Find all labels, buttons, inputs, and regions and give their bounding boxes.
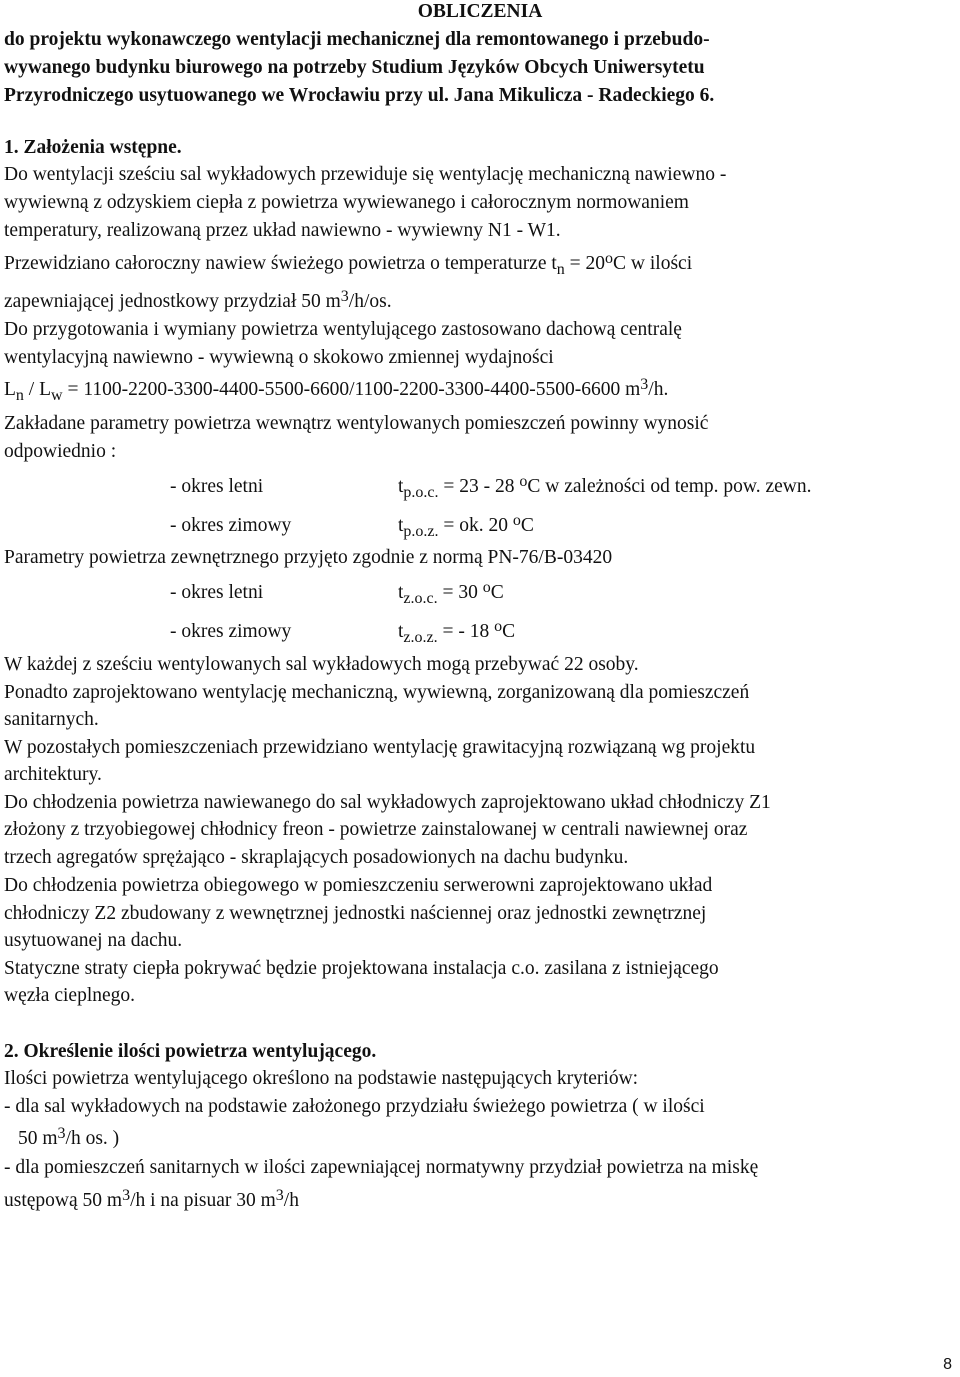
p2-line-1: Przewidziano całoroczny nawiew świeżego powietrza o temperaturze $t_n = 20^oC$ w ilości [4,250,693,278]
interior-summer-row: - okres letni $t_{p.o.c.} = 23 - 28$ $^o$C w zależności od temp. pow. zewn. [170,473,812,501]
p4-line-2: odpowiednio : [4,441,117,462]
p12-line: Ilości powietrza wentylującego określono na podstawie następujących kryteriów: [4,1068,639,1089]
criterion-2-line-2: ustępową 50 $m^3/h$ i na pisuar 30 $m^3/h$ [4,1187,299,1211]
p7-line-1: Ponadto zaprojektowano wentylację mechaniczną, wywiewną, zorganizowaną dla pomieszczeń [4,682,750,703]
section-2-heading: 2. Określenie ilości powietrza wentylującego. [4,1041,377,1062]
p8-line-2: architektury. [4,764,102,785]
doc-title: OBLICZENIA [417,1,543,22]
p10-line-2: chłodniczy Z2 zbudowany z wewnętrznej jednostki naściennej oraz jednostki zewnętrznej [4,903,707,924]
page-number: 8 [943,1356,952,1373]
p10-line-1: Do chłodzenia powietrza obiegowego w pomieszczeniu serwerowni zaprojektowano układ [4,875,713,896]
p5-line: Parametry powietrza zewnętrznego przyjęto zgodnie z normą PN-76/B-03420 [4,547,613,568]
exterior-winter-row: - okres zimowy $t_{z.o.z.}$ = - 18 $^o$C [170,618,516,646]
exterior-summer-row: - okres letni $t_{z.o.c.} = 30$ $^o$C [170,579,504,607]
subtitle-line-2: wywanego budynku biurowego na potrzeby Studium Języków Obcych Uniwersytetu [4,57,705,78]
p1-line-2: wywiewną z odzyskiem ciepła z powietrza wywiewanego i całorocznym normowaniem [4,192,689,213]
criterion-1-line-1: - dla sal wykładowych na podstawie założonego przydziału świeżego powietrza ( w ilości [4,1096,705,1117]
subtitle-line-1: do projektu wykonawczego wentylacji mechanicznej dla remontowanego i przebudo- [4,29,710,50]
p1-line-3: temperatury, realizowaną przez układ nawiewno - wywiewny N1 - W1. [4,220,561,241]
p6-line: W każdej z sześciu wentylowanych sal wykładowych mogą przebywać 22 osoby. [4,654,639,675]
p7-line-2: sanitarnych. [4,709,99,730]
p3-line-1: Do przygotowania i wymiany powietrza wentylującego zastosowano dachową centralę [4,319,682,340]
p1-line-1: Do wentylacji sześciu sal wykładowych przewiduje się wentylację mechaniczną nawiewno - [4,164,727,185]
p11-line-1: Statyczne straty ciepła pokrywać będzie projektowana instalacja c.o. zasilana z istniejącego [4,958,719,979]
p9-line-2: złożony z trzyobiegowej chłodnicy freon - powietrze zainstalowanej w centrali nawiewnej oraz [4,819,748,840]
section-1-heading: 1. Założenia wstępne. [4,137,182,158]
p9-line-3: trzech agregatów sprężająco - skraplających posadowionych na dachu budynku. [4,847,629,868]
interior-winter-row: - okres zimowy $t_{p.o.z.}$ = ok. 20 $^o$C [170,512,534,540]
subtitle-line-3: Przyrodniczego usytuowanego we Wrocławiu przy ul. Jana Mikulicza - Radeckiego 6. [4,85,715,106]
criterion-2-line-1: - dla pomieszczeń sanitarnych w ilości zapewniającej normatywny przydział powietrza na miskę [4,1157,759,1178]
p10-line-3: usytuowanej na dachu. [4,930,183,951]
airflow-line: $L_n / L_w = 1100-2200-3300-4400-5500-6600/1100-2200-3300-4400-5500-6600$ $m^3/h$. [4,376,669,404]
p9-line-1: Do chłodzenia powietrza nawiewanego do sal wykładowych zaprojektowano układ chłodniczy Z1 [4,792,771,813]
p4-line-1: Zakładane parametry powietrza wewnątrz wentylowanych pomieszczeń powinny wynosić [4,413,709,434]
p11-line-2: węzła cieplnego. [4,985,136,1006]
criterion-1-line-2: 50 $m^3/h$ os. ) [18,1125,120,1149]
p8-line-1: W pozostałych pomieszczeniach przewidziano wentylację grawitacyjną rozwiązaną wg projektu [4,737,756,758]
p2-line-2: zapewniającej jednostkowy przydział 50 $m^3/h/os$. [4,288,392,312]
p3-line-2: wentylacyjną nawiewno - wywiewną o skokowo zmiennej wydajności [4,347,554,368]
